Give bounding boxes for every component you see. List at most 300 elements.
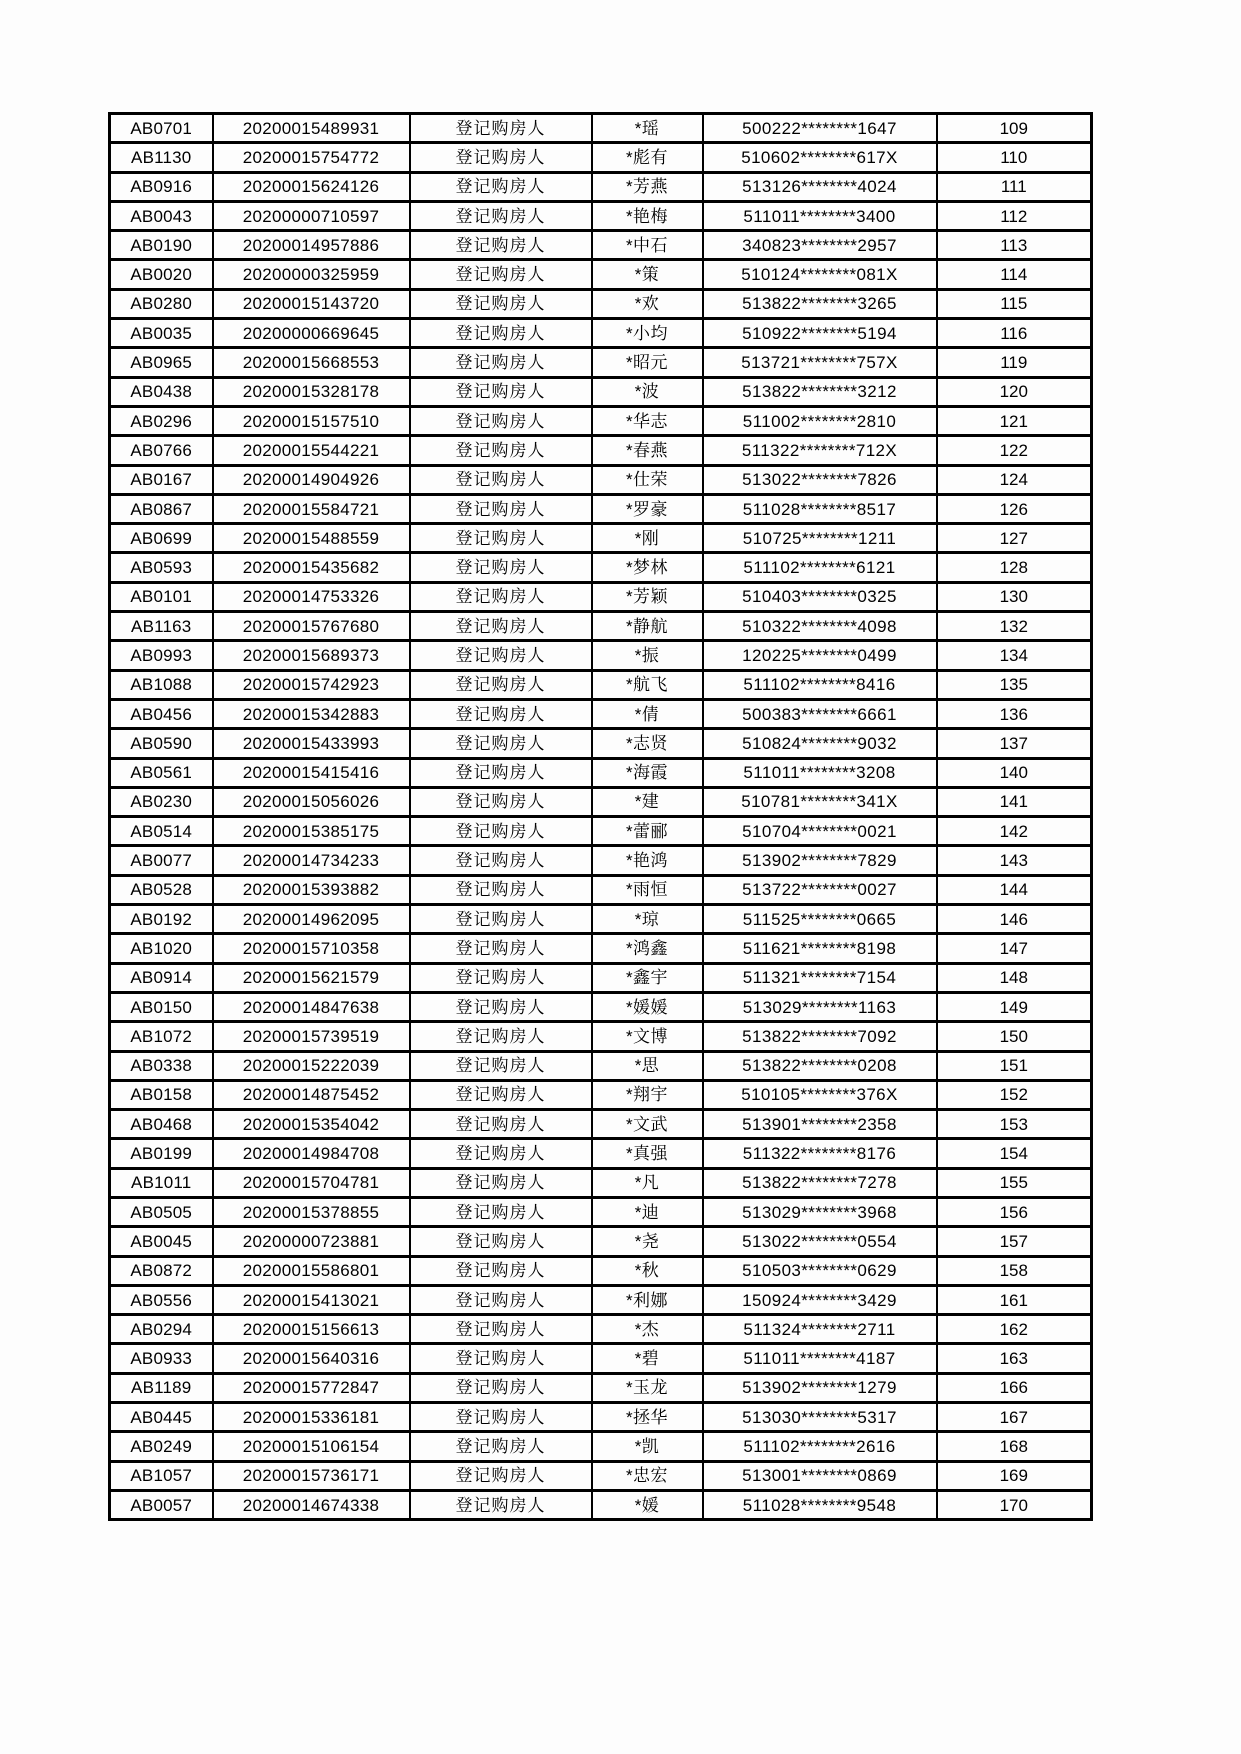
cell-masked-name: *仕荣 xyxy=(592,465,703,494)
cell-masked-id: 511321********7154 xyxy=(703,963,937,992)
cell-sequence-number: 151 xyxy=(937,1051,1092,1080)
table-row xyxy=(110,143,1092,172)
cell-serial-number: 20200000710597 xyxy=(213,201,410,230)
cell-masked-id: 511002********2810 xyxy=(703,406,937,435)
cell-sequence-number: 149 xyxy=(937,992,1092,1021)
cell-masked-name: *凡 xyxy=(592,1168,703,1197)
cell-serial-number: 20200014962095 xyxy=(213,905,410,934)
cell-code: AB0590 xyxy=(110,729,213,758)
cell-masked-id: 511011********4187 xyxy=(703,1344,937,1373)
cell-serial-number: 20200015336181 xyxy=(213,1403,410,1432)
cell-code: AB0456 xyxy=(110,699,213,728)
cell-sequence-number: 147 xyxy=(937,934,1092,963)
cell-sequence-number: 110 xyxy=(937,143,1092,172)
cell-serial-number: 20200000325959 xyxy=(213,260,410,289)
cell-sequence-number: 127 xyxy=(937,524,1092,553)
cell-role: 登记购房人 xyxy=(410,1344,592,1373)
cell-masked-name: *振 xyxy=(592,641,703,670)
cell-sequence-number: 158 xyxy=(937,1256,1092,1285)
cell-role: 登记购房人 xyxy=(410,436,592,465)
cell-masked-id: 511011********3208 xyxy=(703,758,937,787)
cell-sequence-number: 163 xyxy=(937,1344,1092,1373)
cell-masked-id: 511011********3400 xyxy=(703,201,937,230)
cell-sequence-number: 130 xyxy=(937,582,1092,611)
cell-role: 登记购房人 xyxy=(410,992,592,1021)
cell-role: 登记购房人 xyxy=(410,377,592,406)
table-row xyxy=(110,201,1092,230)
cell-role: 登记购房人 xyxy=(410,465,592,494)
cell-role: 登记购房人 xyxy=(410,670,592,699)
cell-serial-number: 20200015222039 xyxy=(213,1051,410,1080)
cell-masked-name: *凯 xyxy=(592,1432,703,1461)
cell-code: AB0528 xyxy=(110,875,213,904)
cell-code: AB0230 xyxy=(110,787,213,816)
cell-code: AB1189 xyxy=(110,1373,213,1402)
cell-serial-number: 20200015489931 xyxy=(213,114,410,143)
table-row xyxy=(110,553,1092,582)
cell-sequence-number: 169 xyxy=(937,1461,1092,1490)
cell-code: AB0199 xyxy=(110,1139,213,1168)
cell-sequence-number: 114 xyxy=(937,260,1092,289)
table-row xyxy=(110,1344,1092,1373)
cell-sequence-number: 137 xyxy=(937,729,1092,758)
cell-masked-id: 513902********7829 xyxy=(703,846,937,875)
cell-sequence-number: 122 xyxy=(937,436,1092,465)
cell-role: 登记购房人 xyxy=(410,1403,592,1432)
cell-code: AB0190 xyxy=(110,231,213,260)
table-row xyxy=(110,612,1092,641)
cell-role: 登记购房人 xyxy=(410,758,592,787)
cell-role: 登记购房人 xyxy=(410,289,592,318)
table-row xyxy=(110,670,1092,699)
cell-role: 登记购房人 xyxy=(410,787,592,816)
cell-sequence-number: 135 xyxy=(937,670,1092,699)
cell-role: 登记购房人 xyxy=(410,143,592,172)
table-row xyxy=(110,494,1092,523)
cell-serial-number: 20200015544221 xyxy=(213,436,410,465)
cell-role: 登记购房人 xyxy=(410,524,592,553)
cell-masked-id: 510781********341X xyxy=(703,787,937,816)
table-row xyxy=(110,1227,1092,1256)
cell-code: AB0993 xyxy=(110,641,213,670)
cell-serial-number: 20200015767680 xyxy=(213,612,410,641)
cell-code: AB1088 xyxy=(110,670,213,699)
cell-code: AB0468 xyxy=(110,1110,213,1139)
cell-code: AB0505 xyxy=(110,1197,213,1226)
cell-code: AB0296 xyxy=(110,406,213,435)
cell-masked-id: 500222********1647 xyxy=(703,114,937,143)
cell-role: 登记购房人 xyxy=(410,260,592,289)
cell-masked-name: *瑶 xyxy=(592,114,703,143)
cell-code: AB0045 xyxy=(110,1227,213,1256)
cell-role: 登记购房人 xyxy=(410,641,592,670)
cell-masked-name: *蕾郦 xyxy=(592,817,703,846)
cell-role: 登记购房人 xyxy=(410,319,592,348)
cell-masked-id: 513822********3265 xyxy=(703,289,937,318)
cell-role: 登记购房人 xyxy=(410,1256,592,1285)
cell-masked-id: 513822********7092 xyxy=(703,1022,937,1051)
cell-masked-id: 513022********0554 xyxy=(703,1227,937,1256)
cell-role: 登记购房人 xyxy=(410,699,592,728)
cell-serial-number: 20200015433993 xyxy=(213,729,410,758)
table-row xyxy=(110,465,1092,494)
cell-sequence-number: 116 xyxy=(937,319,1092,348)
table-row xyxy=(110,406,1092,435)
cell-masked-id: 511525********0665 xyxy=(703,905,937,934)
table-row xyxy=(110,1432,1092,1461)
cell-masked-id: 511322********8176 xyxy=(703,1139,937,1168)
cell-masked-name: *小均 xyxy=(592,319,703,348)
cell-code: AB0514 xyxy=(110,817,213,846)
cell-sequence-number: 136 xyxy=(937,699,1092,728)
cell-role: 登记购房人 xyxy=(410,406,592,435)
cell-masked-id: 150924********3429 xyxy=(703,1285,937,1314)
purchaser-table xyxy=(108,112,1093,1521)
cell-serial-number: 20200015586801 xyxy=(213,1256,410,1285)
cell-serial-number: 20200015710358 xyxy=(213,934,410,963)
cell-serial-number: 20200015754772 xyxy=(213,143,410,172)
cell-role: 登记购房人 xyxy=(410,729,592,758)
cell-role: 登记购房人 xyxy=(410,114,592,143)
cell-masked-id: 513029********3968 xyxy=(703,1197,937,1226)
cell-masked-name: *雨恒 xyxy=(592,875,703,904)
cell-masked-id: 510704********0021 xyxy=(703,817,937,846)
cell-masked-id: 513902********1279 xyxy=(703,1373,937,1402)
cell-code: AB0867 xyxy=(110,494,213,523)
cell-masked-name: *真强 xyxy=(592,1139,703,1168)
cell-masked-name: *忠宏 xyxy=(592,1461,703,1490)
cell-serial-number: 20200014904926 xyxy=(213,465,410,494)
cell-masked-id: 120225********0499 xyxy=(703,641,937,670)
cell-masked-name: *航飞 xyxy=(592,670,703,699)
cell-role: 登记购房人 xyxy=(410,1139,592,1168)
cell-masked-id: 510725********1211 xyxy=(703,524,937,553)
cell-code: AB0101 xyxy=(110,582,213,611)
table-row xyxy=(110,905,1092,934)
cell-code: AB0699 xyxy=(110,524,213,553)
cell-code: AB0035 xyxy=(110,319,213,348)
cell-masked-id: 511102********2616 xyxy=(703,1432,937,1461)
cell-masked-name: *鑫宇 xyxy=(592,963,703,992)
cell-code: AB0077 xyxy=(110,846,213,875)
table-row xyxy=(110,641,1092,670)
table-row xyxy=(110,231,1092,260)
cell-masked-name: *媛媛 xyxy=(592,992,703,1021)
cell-masked-id: 513721********757X xyxy=(703,348,937,377)
cell-sequence-number: 162 xyxy=(937,1315,1092,1344)
cell-role: 登记购房人 xyxy=(410,1197,592,1226)
cell-code: AB1057 xyxy=(110,1461,213,1490)
cell-code: AB0167 xyxy=(110,465,213,494)
cell-sequence-number: 148 xyxy=(937,963,1092,992)
cell-code: AB0445 xyxy=(110,1403,213,1432)
table-row xyxy=(110,1168,1092,1197)
cell-serial-number: 20200015704781 xyxy=(213,1168,410,1197)
cell-masked-name: *芳颖 xyxy=(592,582,703,611)
cell-masked-id: 511028********9548 xyxy=(703,1490,937,1519)
cell-sequence-number: 161 xyxy=(937,1285,1092,1314)
cell-sequence-number: 157 xyxy=(937,1227,1092,1256)
cell-role: 登记购房人 xyxy=(410,1432,592,1461)
cell-serial-number: 20200015668553 xyxy=(213,348,410,377)
cell-masked-id: 510124********081X xyxy=(703,260,937,289)
cell-role: 登记购房人 xyxy=(410,963,592,992)
cell-masked-id: 513822********0208 xyxy=(703,1051,937,1080)
cell-masked-name: *中石 xyxy=(592,231,703,260)
cell-masked-name: *杰 xyxy=(592,1315,703,1344)
table-row xyxy=(110,963,1092,992)
cell-role: 登记购房人 xyxy=(410,582,592,611)
cell-masked-name: *芳燕 xyxy=(592,172,703,201)
cell-masked-name: *利娜 xyxy=(592,1285,703,1314)
cell-code: AB0701 xyxy=(110,114,213,143)
cell-serial-number: 20200015584721 xyxy=(213,494,410,523)
cell-serial-number: 20200015624126 xyxy=(213,172,410,201)
cell-masked-id: 510824********9032 xyxy=(703,729,937,758)
cell-code: AB0294 xyxy=(110,1315,213,1344)
table-row xyxy=(110,1139,1092,1168)
cell-code: AB0561 xyxy=(110,758,213,787)
cell-serial-number: 20200015378855 xyxy=(213,1197,410,1226)
cell-masked-name: *碧 xyxy=(592,1344,703,1373)
cell-serial-number: 20200015328178 xyxy=(213,377,410,406)
table-row xyxy=(110,817,1092,846)
cell-sequence-number: 152 xyxy=(937,1080,1092,1109)
cell-sequence-number: 146 xyxy=(937,905,1092,934)
cell-sequence-number: 113 xyxy=(937,231,1092,260)
cell-role: 登记购房人 xyxy=(410,1227,592,1256)
table-row xyxy=(110,260,1092,289)
cell-sequence-number: 109 xyxy=(937,114,1092,143)
cell-serial-number: 20200015393882 xyxy=(213,875,410,904)
cell-code: AB0057 xyxy=(110,1490,213,1519)
cell-sequence-number: 141 xyxy=(937,787,1092,816)
cell-serial-number: 20200015385175 xyxy=(213,817,410,846)
cell-masked-name: *志贤 xyxy=(592,729,703,758)
table-row xyxy=(110,1197,1092,1226)
cell-role: 登记购房人 xyxy=(410,905,592,934)
cell-masked-name: *尧 xyxy=(592,1227,703,1256)
cell-masked-name: *玉龙 xyxy=(592,1373,703,1402)
table-row xyxy=(110,699,1092,728)
cell-sequence-number: 119 xyxy=(937,348,1092,377)
cell-sequence-number: 168 xyxy=(937,1432,1092,1461)
cell-code: AB1163 xyxy=(110,612,213,641)
cell-sequence-number: 170 xyxy=(937,1490,1092,1519)
table-row xyxy=(110,524,1092,553)
cell-masked-id: 513822********3212 xyxy=(703,377,937,406)
cell-role: 登记购房人 xyxy=(410,846,592,875)
cell-masked-name: *欢 xyxy=(592,289,703,318)
cell-role: 登记购房人 xyxy=(410,817,592,846)
cell-masked-id: 510322********4098 xyxy=(703,612,937,641)
cell-code: AB0965 xyxy=(110,348,213,377)
cell-role: 登记购房人 xyxy=(410,1490,592,1519)
cell-masked-id: 510503********0629 xyxy=(703,1256,937,1285)
cell-masked-id: 510922********5194 xyxy=(703,319,937,348)
cell-sequence-number: 112 xyxy=(937,201,1092,230)
cell-code: AB0043 xyxy=(110,201,213,230)
cell-masked-name: *艳梅 xyxy=(592,201,703,230)
cell-role: 登记购房人 xyxy=(410,1461,592,1490)
cell-masked-name: *文博 xyxy=(592,1022,703,1051)
cell-serial-number: 20200014674338 xyxy=(213,1490,410,1519)
cell-code: AB1072 xyxy=(110,1022,213,1051)
cell-masked-name: *静航 xyxy=(592,612,703,641)
cell-sequence-number: 143 xyxy=(937,846,1092,875)
cell-masked-id: 510602********617X xyxy=(703,143,937,172)
cell-sequence-number: 134 xyxy=(937,641,1092,670)
cell-sequence-number: 124 xyxy=(937,465,1092,494)
cell-code: AB0766 xyxy=(110,436,213,465)
cell-sequence-number: 155 xyxy=(937,1168,1092,1197)
cell-serial-number: 20200014734233 xyxy=(213,846,410,875)
table-row xyxy=(110,1490,1092,1519)
cell-role: 登记购房人 xyxy=(410,1373,592,1402)
cell-masked-id: 513822********7278 xyxy=(703,1168,937,1197)
cell-sequence-number: 142 xyxy=(937,817,1092,846)
cell-role: 登记购房人 xyxy=(410,934,592,963)
cell-serial-number: 20200015772847 xyxy=(213,1373,410,1402)
cell-role: 登记购房人 xyxy=(410,553,592,582)
cell-sequence-number: 132 xyxy=(937,612,1092,641)
cell-sequence-number: 144 xyxy=(937,875,1092,904)
cell-masked-id: 340823********2957 xyxy=(703,231,937,260)
table-row xyxy=(110,1051,1092,1080)
table-row xyxy=(110,582,1092,611)
cell-sequence-number: 115 xyxy=(937,289,1092,318)
cell-masked-id: 511621********8198 xyxy=(703,934,937,963)
table-row xyxy=(110,992,1092,1021)
cell-serial-number: 20200014957886 xyxy=(213,231,410,260)
cell-serial-number: 20200015621579 xyxy=(213,963,410,992)
cell-masked-name: *翔宇 xyxy=(592,1080,703,1109)
cell-masked-name: *彪有 xyxy=(592,143,703,172)
cell-role: 登记购房人 xyxy=(410,1168,592,1197)
cell-masked-name: *建 xyxy=(592,787,703,816)
cell-masked-id: 513029********1163 xyxy=(703,992,937,1021)
cell-code: AB0150 xyxy=(110,992,213,1021)
cell-role: 登记购房人 xyxy=(410,1051,592,1080)
table-row xyxy=(110,319,1092,348)
cell-serial-number: 20200015106154 xyxy=(213,1432,410,1461)
table-row xyxy=(110,1403,1092,1432)
cell-code: AB0280 xyxy=(110,289,213,318)
cell-masked-name: *媛 xyxy=(592,1490,703,1519)
cell-masked-id: 513901********2358 xyxy=(703,1110,937,1139)
cell-role: 登记购房人 xyxy=(410,1285,592,1314)
cell-masked-name: *文武 xyxy=(592,1110,703,1139)
cell-serial-number: 20200015156613 xyxy=(213,1315,410,1344)
cell-role: 登记购房人 xyxy=(410,875,592,904)
table-row xyxy=(110,1256,1092,1285)
cell-sequence-number: 128 xyxy=(937,553,1092,582)
table-row xyxy=(110,377,1092,406)
table-row xyxy=(110,1315,1092,1344)
cell-masked-name: *海霞 xyxy=(592,758,703,787)
table-row xyxy=(110,1110,1092,1139)
cell-code: AB0249 xyxy=(110,1432,213,1461)
cell-role: 登记购房人 xyxy=(410,348,592,377)
cell-role: 登记购房人 xyxy=(410,201,592,230)
table-row xyxy=(110,114,1092,143)
cell-role: 登记购房人 xyxy=(410,494,592,523)
cell-sequence-number: 126 xyxy=(937,494,1092,523)
cell-role: 登记购房人 xyxy=(410,1110,592,1139)
table-row xyxy=(110,758,1092,787)
table-row xyxy=(110,934,1092,963)
cell-masked-name: *艳鸿 xyxy=(592,846,703,875)
cell-code: AB1130 xyxy=(110,143,213,172)
cell-masked-name: *琼 xyxy=(592,905,703,934)
cell-serial-number: 20200015056026 xyxy=(213,787,410,816)
cell-masked-id: 511324********2711 xyxy=(703,1315,937,1344)
cell-code: AB1020 xyxy=(110,934,213,963)
cell-code: AB0158 xyxy=(110,1080,213,1109)
cell-masked-id: 513001********0869 xyxy=(703,1461,937,1490)
cell-serial-number: 20200015488559 xyxy=(213,524,410,553)
cell-sequence-number: 153 xyxy=(937,1110,1092,1139)
table-row xyxy=(110,172,1092,201)
table-row xyxy=(110,1461,1092,1490)
cell-masked-id: 510105********376X xyxy=(703,1080,937,1109)
cell-code: AB0338 xyxy=(110,1051,213,1080)
table-row xyxy=(110,1373,1092,1402)
cell-serial-number: 20200000723881 xyxy=(213,1227,410,1256)
table-row xyxy=(110,787,1092,816)
cell-serial-number: 20200014847638 xyxy=(213,992,410,1021)
table-row xyxy=(110,289,1092,318)
purchaser-table-body xyxy=(110,114,1092,1520)
cell-serial-number: 20200015736171 xyxy=(213,1461,410,1490)
cell-sequence-number: 150 xyxy=(937,1022,1092,1051)
cell-role: 登记购房人 xyxy=(410,1022,592,1051)
cell-masked-id: 513722********0027 xyxy=(703,875,937,904)
cell-serial-number: 20200015342883 xyxy=(213,699,410,728)
cell-code: AB0556 xyxy=(110,1285,213,1314)
cell-masked-id: 510403********0325 xyxy=(703,582,937,611)
cell-sequence-number: 154 xyxy=(937,1139,1092,1168)
cell-role: 登记购房人 xyxy=(410,231,592,260)
cell-masked-name: *拯华 xyxy=(592,1403,703,1432)
cell-serial-number: 20200015157510 xyxy=(213,406,410,435)
cell-code: AB0872 xyxy=(110,1256,213,1285)
cell-code: AB0192 xyxy=(110,905,213,934)
cell-sequence-number: 167 xyxy=(937,1403,1092,1432)
cell-code: AB0438 xyxy=(110,377,213,406)
cell-serial-number: 20200015689373 xyxy=(213,641,410,670)
cell-serial-number: 20200015354042 xyxy=(213,1110,410,1139)
cell-sequence-number: 121 xyxy=(937,406,1092,435)
cell-serial-number: 20200015640316 xyxy=(213,1344,410,1373)
cell-code: AB0914 xyxy=(110,963,213,992)
cell-code: AB0933 xyxy=(110,1344,213,1373)
cell-serial-number: 20200015415416 xyxy=(213,758,410,787)
table-row xyxy=(110,875,1092,904)
cell-masked-name: *昭元 xyxy=(592,348,703,377)
cell-masked-name: *鸿鑫 xyxy=(592,934,703,963)
cell-masked-id: 500383********6661 xyxy=(703,699,937,728)
cell-role: 登记购房人 xyxy=(410,1080,592,1109)
cell-serial-number: 20200014984708 xyxy=(213,1139,410,1168)
cell-code: AB0593 xyxy=(110,553,213,582)
cell-masked-id: 513022********7826 xyxy=(703,465,937,494)
table-row xyxy=(110,348,1092,377)
cell-masked-name: *梦林 xyxy=(592,553,703,582)
cell-role: 登记购房人 xyxy=(410,612,592,641)
cell-sequence-number: 120 xyxy=(937,377,1092,406)
cell-masked-name: *罗豪 xyxy=(592,494,703,523)
